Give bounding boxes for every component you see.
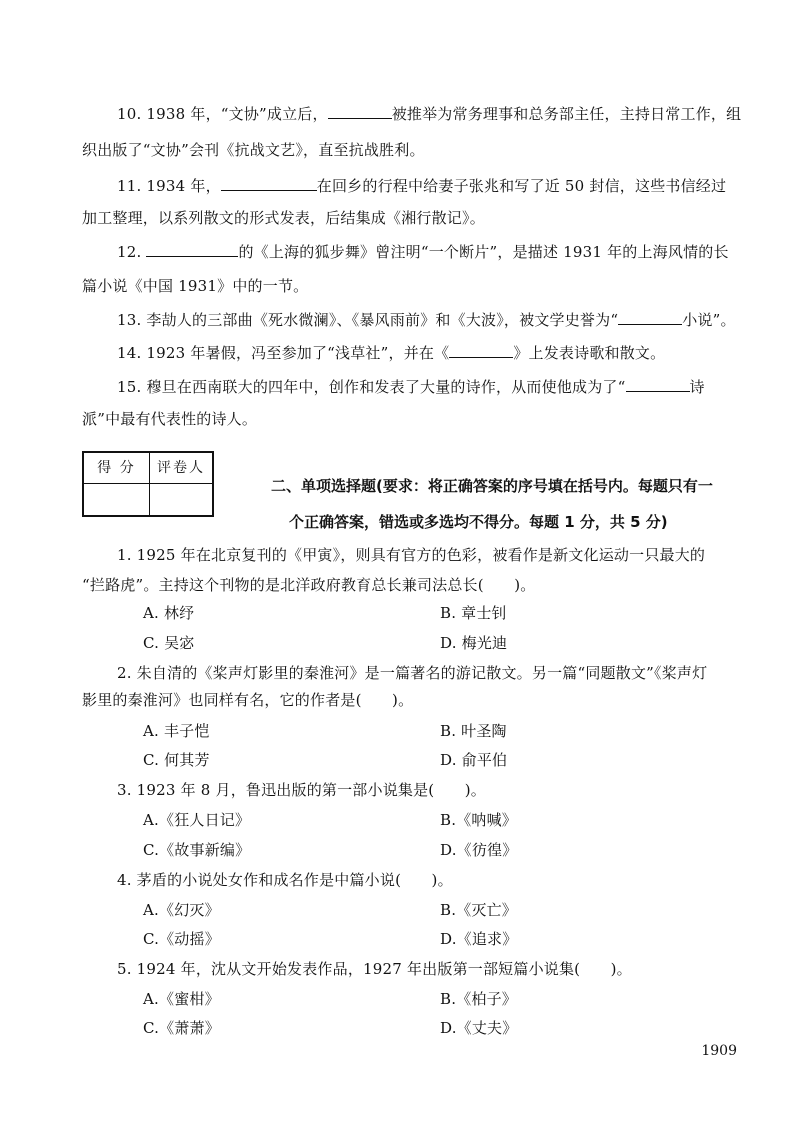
section-2-title-line-1: 二、单项选择题(要求：将正确答案的序号填在括号内。每题只有一: [271, 477, 713, 495]
question-12-line-2: 篇小说《中国 1931》中的一节。: [82, 277, 309, 295]
question-15-line-1: [117, 377, 705, 397]
mc-question-5-option-d: D.《丈夫》: [440, 1019, 518, 1037]
mc-question-4-option-a: A.《幻灭》: [143, 901, 220, 919]
mc-question-3-option-b: B.《呐喊》: [440, 811, 517, 829]
question-12-text-b: 的《上海的狐步舞》曾注明“一个断片”，是描述 1931 年的上海风情的长: [238, 243, 729, 261]
question-11-text-a: 11. 1934 年，: [117, 177, 221, 195]
mc-question-3-line-1: 3. 1923 年 8 月，鲁迅出版的第一部小说集是( )。: [117, 781, 487, 799]
mc-question-2-line-2: 影里的秦淮河》也同样有名，它的作者是( )。: [82, 691, 414, 709]
mc-question-5-option-c: C.《萧萧》: [143, 1019, 220, 1037]
question-10-blank: [328, 104, 392, 119]
question-15-text-a: 15. 穆旦在西南联大的四年中，创作和发表了大量的诗作，从而使他成为了“: [117, 378, 626, 396]
mc-question-2-option-c: C. 何其芳: [143, 751, 210, 769]
mc-question-4-option-b: B.《灭亡》: [440, 901, 517, 919]
grader-label: 评卷人: [157, 460, 205, 476]
mc-question-2-option-d: D. 俞平伯: [440, 751, 508, 769]
mc-question-3-option-c: C.《故事新编》: [143, 841, 251, 859]
page-number: 1909: [701, 1043, 737, 1059]
mc-question-3-option-d: D.《彷徨》: [440, 841, 518, 859]
question-15-blank: [626, 377, 690, 392]
question-10-text-b: 被推举为常务理事和总务部主任，主持日常工作，组: [391, 105, 742, 123]
question-11-blank: [221, 176, 317, 191]
mc-question-2-line-1: 2. 朱自清的《桨声灯影里的秦淮河》是一篇著名的游记散文。另一篇“同题散文”《桨声灯: [117, 664, 708, 682]
mc-question-2-option-b: B. 叶圣陶: [440, 722, 507, 740]
question-14-text-a: 14. 1923 年暑假，冯至参加了“浅草社”，并在《: [117, 344, 450, 362]
question-13-text-a: 13. 李劼人的三部曲《死水微澜》、《暴风雨前》和《大波》，被文学史誉为“: [117, 311, 619, 329]
mc-question-4-line-1: 4. 茅盾的小说处女作和成名作是中篇小说( )。: [117, 871, 453, 889]
mc-question-5-line-1: 5. 1924 年，沈从文开始发表作品，1927 年出版第一部短篇小说集( )。: [117, 960, 632, 978]
score-value-cell: [84, 484, 150, 515]
question-13-line-1: [117, 310, 736, 330]
mc-question-1-option-d: D. 梅光迪: [440, 634, 508, 652]
score-table: [82, 451, 214, 517]
grader-label-cell: [150, 453, 212, 484]
question-12-line-1: [117, 242, 729, 262]
question-10-line-1: [117, 104, 741, 124]
score-label: 得 分: [97, 460, 136, 476]
question-11-text-b: 在回乡的行程中给妻子张兆和写了近 50 封信，这些书信经过: [316, 177, 727, 195]
mc-question-1-line-2: “拦路虎”。主持这个刊物的是北洋政府教育总长兼司法总长( )。: [82, 576, 536, 594]
question-11-line-1: [117, 176, 726, 196]
question-15-text-b: 诗: [689, 378, 705, 396]
mc-question-1-option-c: C. 吴宓: [143, 634, 195, 652]
question-14-blank: [449, 343, 513, 358]
mc-question-4-option-d: D.《追求》: [440, 930, 518, 948]
section-2-title-line-2: 个正确答案，错选或多选均不得分。每题 1 分，共 5 分): [289, 513, 668, 531]
question-10-line-2: 织出版了“文协”会刊《抗战文艺》，直至抗战胜利。: [82, 141, 425, 159]
grader-value-cell: [150, 484, 212, 515]
mc-question-1-option-a: A. 林纾: [143, 604, 195, 622]
mc-question-4-option-c: C.《动摇》: [143, 930, 220, 948]
mc-question-5-option-b: B.《柏子》: [440, 990, 517, 1008]
question-14-text-b: 》上发表诗歌和散文。: [513, 344, 666, 362]
question-12-blank: [146, 242, 238, 257]
score-label-cell: [84, 453, 150, 484]
mc-question-1-line-1: 1. 1925 年在北京复刊的《甲寅》，则具有官方的色彩，被看作是新文化运动一只最大的: [117, 546, 706, 564]
mc-question-3-option-a: A.《狂人日记》: [143, 811, 251, 829]
question-13-blank: [618, 310, 682, 325]
question-11-line-2: 加工整理，以系列散文的形式发表，后结集成《湘行散记》。: [82, 209, 485, 227]
mc-question-2-option-a: A. 丰子恺: [143, 722, 210, 740]
question-15-line-2: 派”中最有代表性的诗人。: [82, 410, 258, 428]
question-14-line-1: [117, 343, 665, 363]
mc-question-5-option-a: A.《蜜柑》: [143, 990, 220, 1008]
question-10-text-a: 10. 1938 年，“文协”成立后，: [117, 105, 328, 123]
question-12-text-a: 12.: [117, 243, 142, 261]
question-13-text-b: 小说”。: [682, 311, 736, 329]
mc-question-1-option-b: B. 章士钊: [440, 604, 507, 622]
